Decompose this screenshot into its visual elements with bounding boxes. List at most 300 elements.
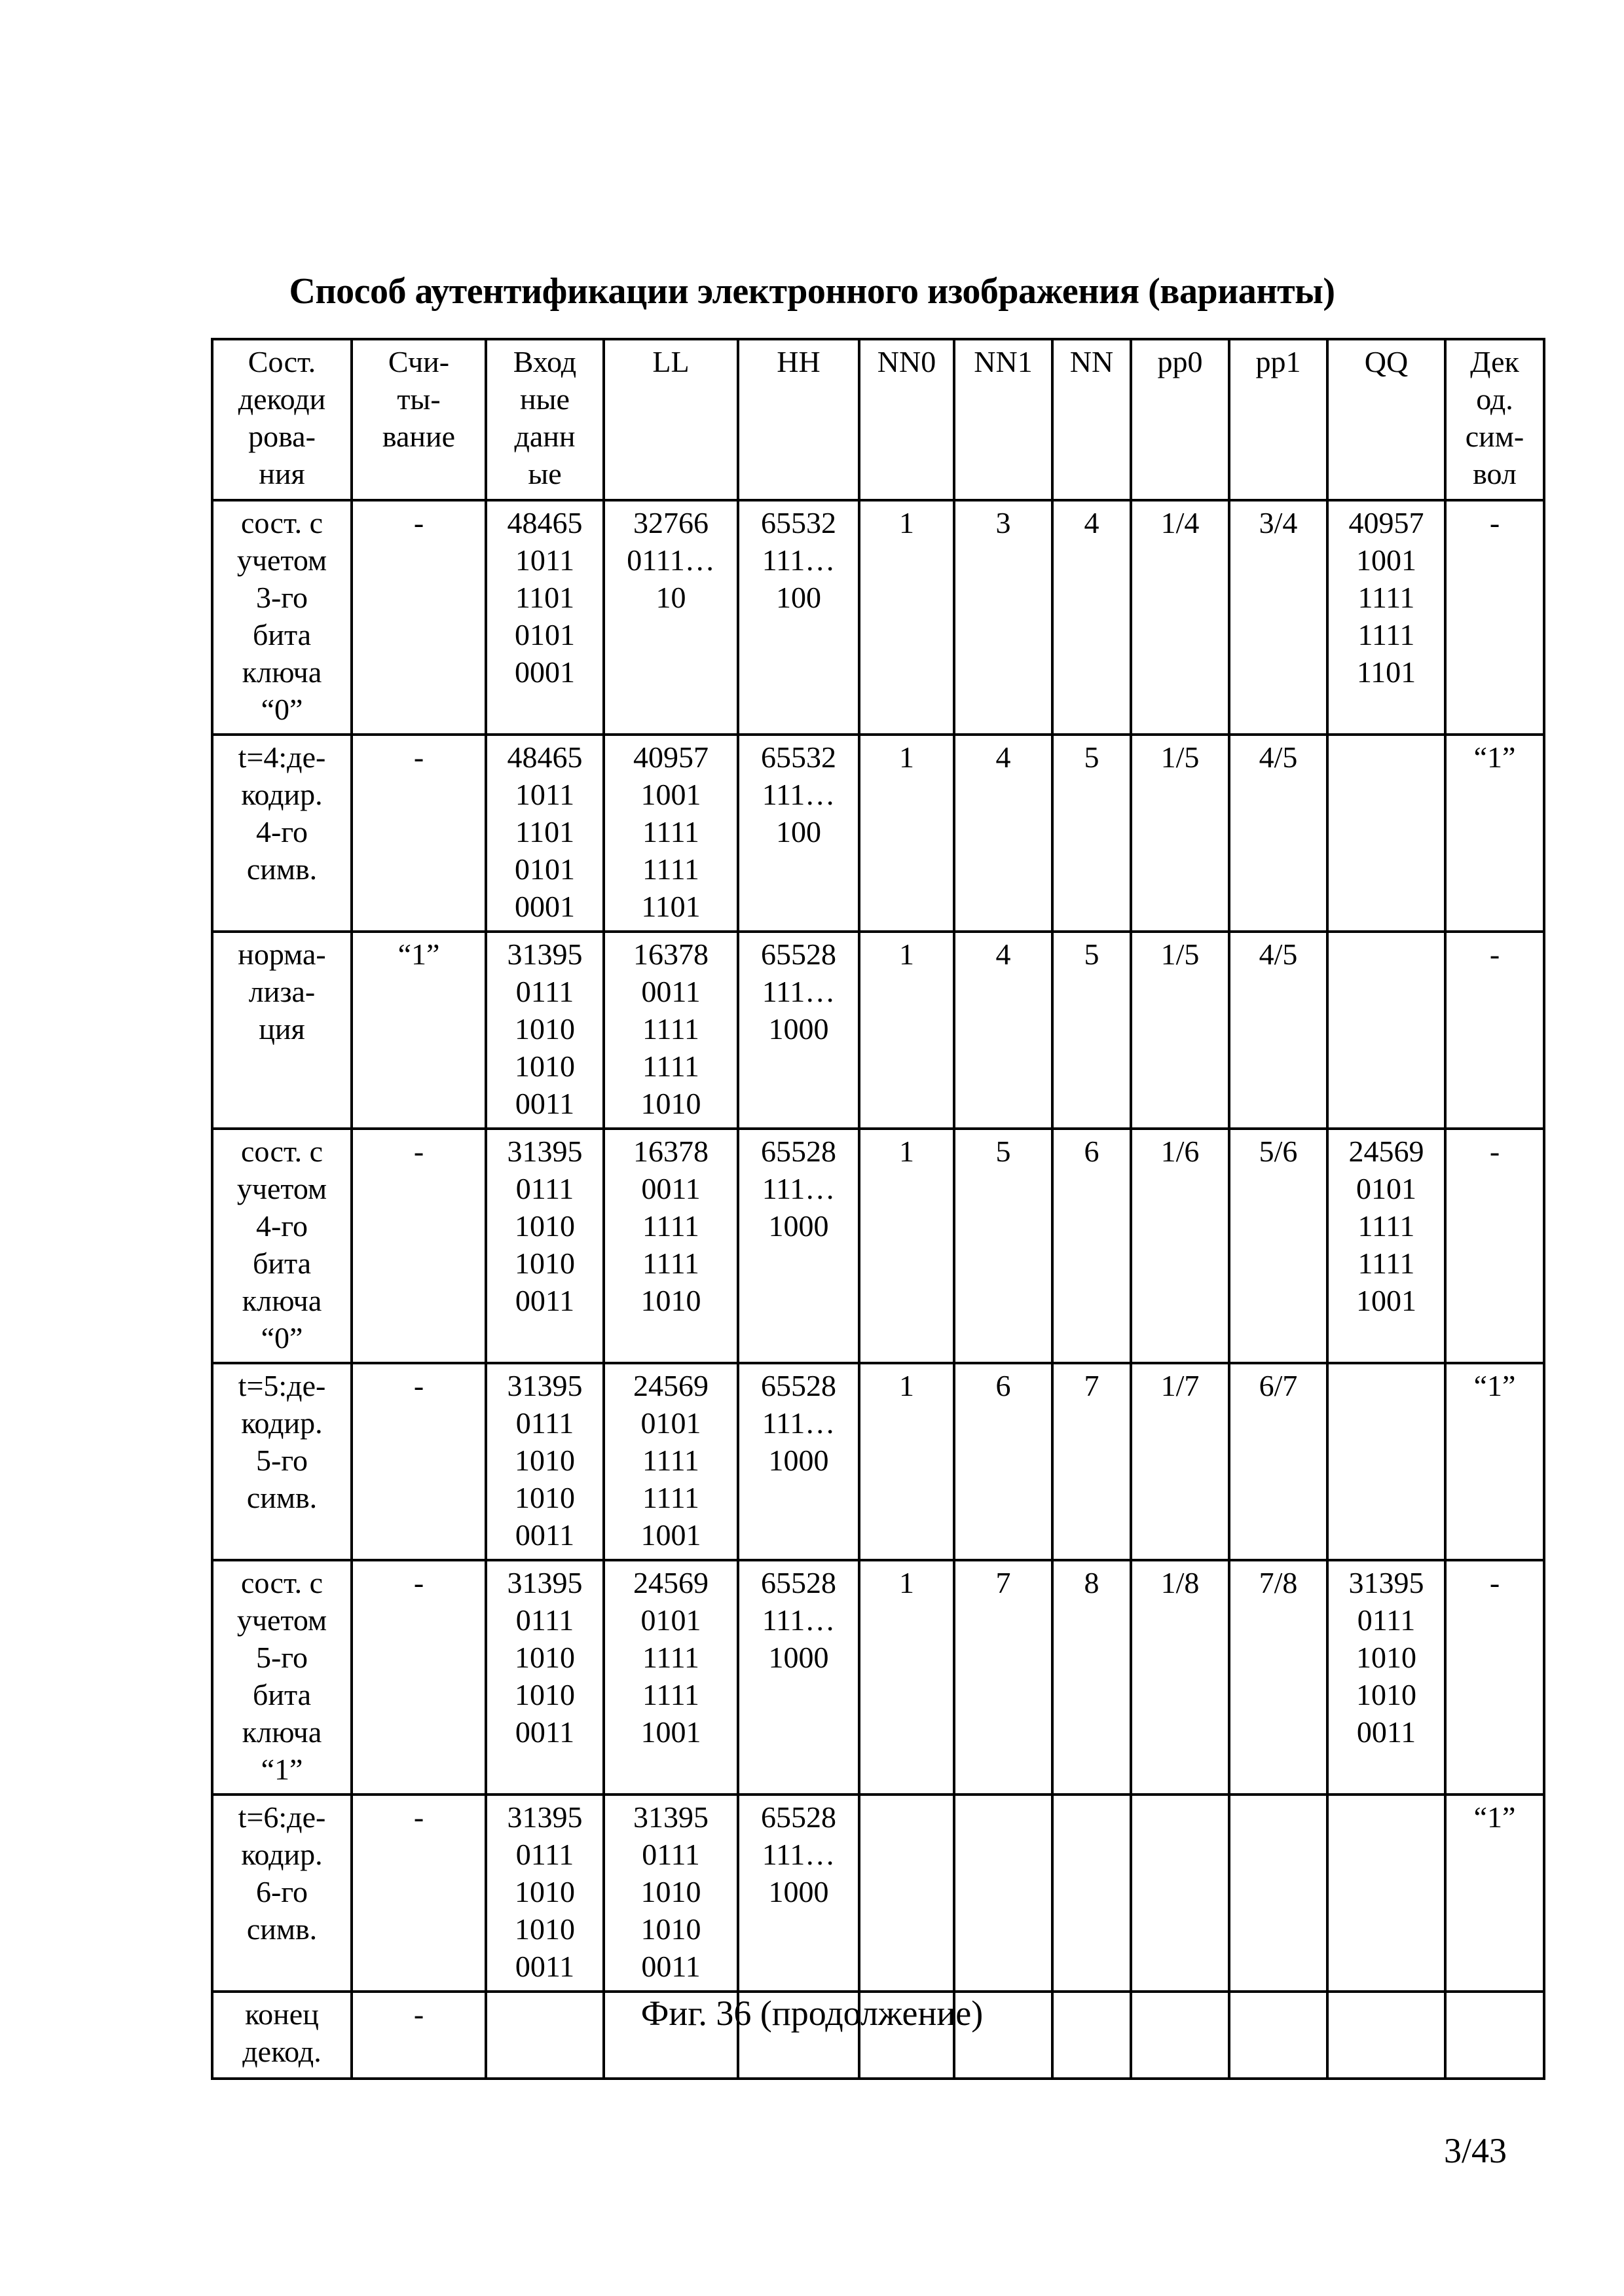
cell-nn0	[859, 735, 954, 932]
cell-text: 0011	[489, 1948, 601, 1985]
cell-text: 0111	[489, 1404, 601, 1442]
cell-text: 6	[957, 1367, 1050, 1404]
cell-pp0	[1131, 500, 1229, 735]
cell-text: 1010	[1330, 1639, 1443, 1676]
cell-text: 1010	[489, 1442, 601, 1479]
cell-text: 5-го	[215, 1639, 349, 1676]
cell-hh	[738, 1795, 859, 1992]
cell-text: 1	[862, 1564, 951, 1601]
cell-text: 4-го	[215, 813, 349, 850]
cell-text: ключа	[215, 1282, 349, 1319]
cell-text: 1010	[1330, 1676, 1443, 1713]
cell-read	[352, 735, 486, 932]
cell-qq	[1327, 1363, 1445, 1560]
cell-text: “1”	[1448, 738, 1541, 776]
cell-text: 1111	[606, 1048, 735, 1085]
cell-text: 111…	[741, 541, 857, 579]
cell-text: 24569	[606, 1367, 735, 1404]
cell-text: 1101	[606, 888, 735, 925]
cell-read	[352, 500, 486, 735]
cell-text: 65528	[741, 1367, 857, 1404]
cell-read	[352, 1795, 486, 1992]
header-text: Дек	[1448, 343, 1541, 380]
cell-text: 1010	[489, 1048, 601, 1085]
cell-text: 1010	[606, 1910, 735, 1948]
cell-text: 6	[1055, 1133, 1128, 1170]
cell-text: 10	[606, 579, 735, 616]
cell-nn	[1052, 932, 1131, 1129]
cell-ll	[604, 932, 738, 1129]
cell-text: 31395	[489, 936, 601, 973]
cell-nn	[1052, 500, 1131, 735]
cell-text: 0101	[606, 1601, 735, 1639]
page-number: 3/43	[1444, 2131, 1507, 2170]
cell-text: 1/7	[1134, 1367, 1227, 1404]
cell-text: 31395	[1330, 1564, 1443, 1601]
header-text: вол	[1448, 455, 1541, 492]
column-header	[738, 339, 859, 500]
cell-nn0	[859, 1129, 954, 1363]
cell-text: 0101	[489, 616, 601, 653]
cell-text: 1010	[489, 1676, 601, 1713]
cell-symbol	[1445, 1129, 1544, 1363]
decoding-table	[211, 338, 1545, 2080]
cell-text: 0111	[489, 973, 601, 1010]
cell-nn1	[954, 1795, 1052, 1992]
table-row	[212, 932, 1544, 1129]
cell-pp0	[1131, 1129, 1229, 1363]
cell-text: 31395	[606, 1798, 735, 1836]
cell-text: 0111	[606, 1836, 735, 1873]
cell-nn	[1052, 1795, 1131, 1992]
cell-text: 1010	[489, 1207, 601, 1245]
cell-nn0	[859, 1363, 954, 1560]
cell-text: 3-го	[215, 579, 349, 616]
cell-text: 1001	[1330, 1282, 1443, 1319]
cell-ll	[604, 1363, 738, 1560]
cell-text: 32766	[606, 504, 735, 541]
cell-text: 1111	[1330, 579, 1443, 616]
cell-input	[486, 1560, 604, 1795]
cell-qq	[1327, 735, 1445, 932]
cell-text: 0011	[606, 1170, 735, 1207]
cell-text: 65528	[741, 1564, 857, 1601]
cell-nn	[1052, 1129, 1131, 1363]
column-header	[1229, 339, 1327, 500]
cell-text: -	[354, 738, 483, 776]
cell-text: кодир.	[215, 776, 349, 813]
cell-text: 100	[741, 813, 857, 850]
cell-text: t=4:де-	[215, 738, 349, 776]
cell-text: сост. с	[215, 1133, 349, 1170]
cell-nn1	[954, 932, 1052, 1129]
column-header	[1052, 339, 1131, 500]
cell-input	[486, 1129, 604, 1363]
cell-text: ключа	[215, 653, 349, 691]
cell-text: -	[1448, 1133, 1541, 1170]
cell-nn	[1052, 1363, 1131, 1560]
cell-text: 1111	[1330, 1245, 1443, 1282]
cell-pp1	[1229, 1560, 1327, 1795]
cell-ll	[604, 1795, 738, 1992]
cell-hh	[738, 1363, 859, 1560]
table-row	[212, 1795, 1544, 1992]
cell-nn1	[954, 1129, 1052, 1363]
cell-text: 4	[1055, 504, 1128, 541]
cell-text: 1101	[489, 579, 601, 616]
cell-input	[486, 1795, 604, 1992]
cell-text: симв.	[215, 1479, 349, 1516]
cell-text: 1101	[489, 813, 601, 850]
cell-text: бита	[215, 1245, 349, 1282]
cell-text: 1111	[606, 1010, 735, 1048]
cell-text: 65532	[741, 738, 857, 776]
cell-text: 40957	[606, 738, 735, 776]
cell-hh	[738, 735, 859, 932]
cell-hh	[738, 1560, 859, 1795]
cell-text: -	[1448, 936, 1541, 973]
header-text: pp0	[1134, 343, 1227, 380]
cell-text: t=5:де-	[215, 1367, 349, 1404]
cell-symbol	[1445, 500, 1544, 735]
cell-text: норма-	[215, 936, 349, 973]
cell-input	[486, 735, 604, 932]
cell-text: 1010	[489, 1245, 601, 1282]
cell-text: 65528	[741, 1133, 857, 1170]
cell-state	[212, 1363, 352, 1560]
column-header	[212, 339, 352, 500]
cell-text: 1010	[606, 1282, 735, 1319]
cell-text: декод.	[215, 2033, 349, 2070]
cell-text: “1”	[354, 936, 483, 973]
table-row	[212, 500, 1544, 735]
cell-symbol	[1445, 1560, 1544, 1795]
cell-text: 1111	[606, 1479, 735, 1516]
cell-text: 1111	[606, 1676, 735, 1713]
cell-hh	[738, 932, 859, 1129]
cell-text: 1010	[606, 1085, 735, 1122]
figure-caption: Фиг. 36 (продолжение)	[0, 1990, 1624, 2036]
cell-state	[212, 735, 352, 932]
cell-text: 16378	[606, 936, 735, 973]
cell-text: 48465	[489, 738, 601, 776]
table-row	[212, 1560, 1544, 1795]
cell-text: 0011	[606, 1948, 735, 1985]
cell-text: 0011	[489, 1516, 601, 1554]
cell-text: 1011	[489, 776, 601, 813]
cell-text: учетом	[215, 1170, 349, 1207]
cell-nn0	[859, 500, 954, 735]
cell-text: 1/4	[1134, 504, 1227, 541]
header-text: ые	[489, 455, 601, 492]
header-text: декоди	[215, 380, 349, 418]
cell-text: 0011	[489, 1282, 601, 1319]
cell-text: 1111	[606, 1639, 735, 1676]
cell-read	[352, 1129, 486, 1363]
cell-text: симв.	[215, 850, 349, 888]
header-text: данн	[489, 418, 601, 455]
table-row	[212, 735, 1544, 932]
cell-text: “1”	[1448, 1367, 1541, 1404]
column-header	[954, 339, 1052, 500]
cell-text: учетом	[215, 1601, 349, 1639]
cell-read	[352, 1363, 486, 1560]
cell-text: ция	[215, 1010, 349, 1048]
cell-nn0	[859, 932, 954, 1129]
column-header	[859, 339, 954, 500]
cell-text: -	[1448, 1564, 1541, 1601]
cell-text: 1111	[1330, 1207, 1443, 1245]
cell-qq	[1327, 1129, 1445, 1363]
cell-text: 1	[862, 1367, 951, 1404]
cell-ll	[604, 500, 738, 735]
header-text: ные	[489, 380, 601, 418]
cell-text: кодир.	[215, 1836, 349, 1873]
header-text: LL	[606, 343, 735, 380]
cell-text: 1010	[489, 1910, 601, 1948]
header-text: вание	[354, 418, 483, 455]
header-text: Вход	[489, 343, 601, 380]
cell-text: 31395	[489, 1133, 601, 1170]
cell-state	[212, 1795, 352, 1992]
cell-text: сост. с	[215, 1564, 349, 1601]
cell-read	[352, 1560, 486, 1795]
header-text: NN0	[862, 343, 951, 380]
cell-text: “0”	[215, 1319, 349, 1357]
cell-text: -	[354, 1564, 483, 1601]
cell-pp1	[1229, 1363, 1327, 1560]
cell-state	[212, 1560, 352, 1795]
cell-text: 4	[957, 738, 1050, 776]
cell-text: 0011	[489, 1713, 601, 1751]
cell-text: -	[1448, 504, 1541, 541]
cell-qq	[1327, 1560, 1445, 1795]
cell-text: 0111	[489, 1601, 601, 1639]
cell-hh	[738, 500, 859, 735]
cell-text: 1011	[489, 541, 601, 579]
header-text: NN	[1055, 343, 1128, 380]
cell-state	[212, 1129, 352, 1363]
cell-text: 1001	[606, 1516, 735, 1554]
cell-text: конец	[215, 1995, 349, 2033]
cell-text: лиза-	[215, 973, 349, 1010]
cell-text: 1/8	[1134, 1564, 1227, 1601]
cell-pp1	[1229, 500, 1327, 735]
cell-text: 0111…	[606, 541, 735, 579]
column-header	[604, 339, 738, 500]
table-row	[212, 1363, 1544, 1560]
cell-text: 1010	[489, 1639, 601, 1676]
column-header	[486, 339, 604, 500]
cell-text: -	[354, 1367, 483, 1404]
cell-text: 5	[957, 1133, 1050, 1170]
cell-pp1	[1229, 932, 1327, 1129]
cell-text: 6-го	[215, 1873, 349, 1910]
header-text: HH	[741, 343, 857, 380]
cell-text: 0001	[489, 888, 601, 925]
cell-text: бита	[215, 1676, 349, 1713]
cell-text: -	[354, 1995, 483, 2033]
column-header	[1327, 339, 1445, 500]
header-text: pp1	[1232, 343, 1325, 380]
cell-text: 31395	[489, 1798, 601, 1836]
cell-text: 1111	[606, 1207, 735, 1245]
cell-text: t=6:де-	[215, 1798, 349, 1836]
cell-qq	[1327, 932, 1445, 1129]
header-text: Сост.	[215, 343, 349, 380]
cell-text: 1000	[741, 1873, 857, 1910]
cell-text: 1111	[606, 1245, 735, 1282]
cell-ll	[604, 735, 738, 932]
cell-text: 0011	[489, 1085, 601, 1122]
column-header	[352, 339, 486, 500]
cell-pp0	[1131, 1560, 1229, 1795]
cell-text: 1010	[489, 1479, 601, 1516]
cell-nn1	[954, 500, 1052, 735]
cell-text: 3	[957, 504, 1050, 541]
cell-nn	[1052, 1560, 1131, 1795]
cell-text: “1”	[215, 1751, 349, 1788]
cell-text: 8	[1055, 1564, 1128, 1601]
cell-text: 1/6	[1134, 1133, 1227, 1170]
cell-text: 4/5	[1232, 738, 1325, 776]
header-text: NN1	[957, 343, 1050, 380]
cell-text: 31395	[489, 1564, 601, 1601]
header-text: од.	[1448, 380, 1541, 418]
cell-text: 1	[862, 936, 951, 973]
cell-text: 1001	[606, 776, 735, 813]
cell-text: 3/4	[1232, 504, 1325, 541]
cell-text: 1/5	[1134, 738, 1227, 776]
cell-text: 111…	[741, 1836, 857, 1873]
cell-nn1	[954, 1363, 1052, 1560]
cell-text: 0011	[1330, 1713, 1443, 1751]
cell-state	[212, 932, 352, 1129]
cell-text: 4/5	[1232, 936, 1325, 973]
cell-text: 24569	[606, 1564, 735, 1601]
cell-symbol	[1445, 932, 1544, 1129]
cell-text: бита	[215, 616, 349, 653]
cell-text: 0101	[1330, 1170, 1443, 1207]
cell-state	[212, 500, 352, 735]
cell-ll	[604, 1129, 738, 1363]
cell-input	[486, 1363, 604, 1560]
cell-text: 1000	[741, 1442, 857, 1479]
cell-text: 1001	[606, 1713, 735, 1751]
cell-text: 111…	[741, 1404, 857, 1442]
cell-nn	[1052, 735, 1131, 932]
cell-text: 4	[957, 936, 1050, 973]
cell-text: 1000	[741, 1207, 857, 1245]
cell-pp1	[1229, 1129, 1327, 1363]
cell-text: 5	[1055, 738, 1128, 776]
cell-text: 5/6	[1232, 1133, 1325, 1170]
column-header	[1131, 339, 1229, 500]
cell-text: 7	[957, 1564, 1050, 1601]
cell-text: 111…	[741, 973, 857, 1010]
cell-text: 24569	[1330, 1133, 1443, 1170]
cell-pp0	[1131, 735, 1229, 932]
cell-symbol	[1445, 735, 1544, 932]
cell-pp0	[1131, 1363, 1229, 1560]
cell-text: 65532	[741, 504, 857, 541]
cell-text: 48465	[489, 504, 601, 541]
cell-input	[486, 932, 604, 1129]
cell-text: ключа	[215, 1713, 349, 1751]
cell-text: 111…	[741, 776, 857, 813]
cell-text: 1	[862, 504, 951, 541]
cell-text: -	[354, 504, 483, 541]
cell-text: 7/8	[1232, 1564, 1325, 1601]
cell-text: 1111	[606, 1442, 735, 1479]
column-header	[1445, 339, 1544, 500]
cell-text: “1”	[1448, 1798, 1541, 1836]
cell-nn1	[954, 1560, 1052, 1795]
header-text: ты-	[354, 380, 483, 418]
cell-text: 1	[862, 1133, 951, 1170]
cell-text: -	[354, 1798, 483, 1836]
table-row	[212, 1129, 1544, 1363]
cell-text: 16378	[606, 1133, 735, 1170]
cell-text: “0”	[215, 691, 349, 728]
cell-nn0	[859, 1560, 954, 1795]
cell-text: 1010	[606, 1873, 735, 1910]
header-text: сим-	[1448, 418, 1541, 455]
cell-text: сост. с	[215, 504, 349, 541]
cell-text: 1001	[1330, 541, 1443, 579]
cell-text: 0111	[1330, 1601, 1443, 1639]
cell-nn0	[859, 1795, 954, 1992]
header-text: Счи-	[354, 343, 483, 380]
cell-hh	[738, 1129, 859, 1363]
cell-text: 1111	[1330, 616, 1443, 653]
cell-pp0	[1131, 1795, 1229, 1992]
cell-pp1	[1229, 1795, 1327, 1992]
cell-read	[352, 932, 486, 1129]
cell-text: 1010	[489, 1010, 601, 1048]
cell-text: 31395	[489, 1367, 601, 1404]
cell-text: 1000	[741, 1639, 857, 1676]
cell-pp0	[1131, 932, 1229, 1129]
cell-qq	[1327, 500, 1445, 735]
cell-text: 65528	[741, 1798, 857, 1836]
cell-text: 1111	[606, 813, 735, 850]
cell-text: учетом	[215, 541, 349, 579]
cell-qq	[1327, 1795, 1445, 1992]
header-text: QQ	[1330, 343, 1443, 380]
cell-text: 1/5	[1134, 936, 1227, 973]
cell-input	[486, 500, 604, 735]
cell-text: 5	[1055, 936, 1128, 973]
document-title: Способ аутентификации электронного изображения (варианты)	[0, 265, 1624, 318]
cell-ll	[604, 1560, 738, 1795]
cell-text: 111…	[741, 1170, 857, 1207]
cell-text: 0101	[489, 850, 601, 888]
cell-text: 0101	[606, 1404, 735, 1442]
cell-text: 65528	[741, 936, 857, 973]
cell-text: 1101	[1330, 653, 1443, 691]
cell-text: 7	[1055, 1367, 1128, 1404]
cell-text: -	[354, 1133, 483, 1170]
cell-text: 111…	[741, 1601, 857, 1639]
cell-text: 4-го	[215, 1207, 349, 1245]
header-text: рова-	[215, 418, 349, 455]
cell-text: 5-го	[215, 1442, 349, 1479]
cell-symbol	[1445, 1795, 1544, 1992]
cell-text: 1000	[741, 1010, 857, 1048]
cell-text: 0011	[606, 973, 735, 1010]
cell-text: 1111	[606, 850, 735, 888]
